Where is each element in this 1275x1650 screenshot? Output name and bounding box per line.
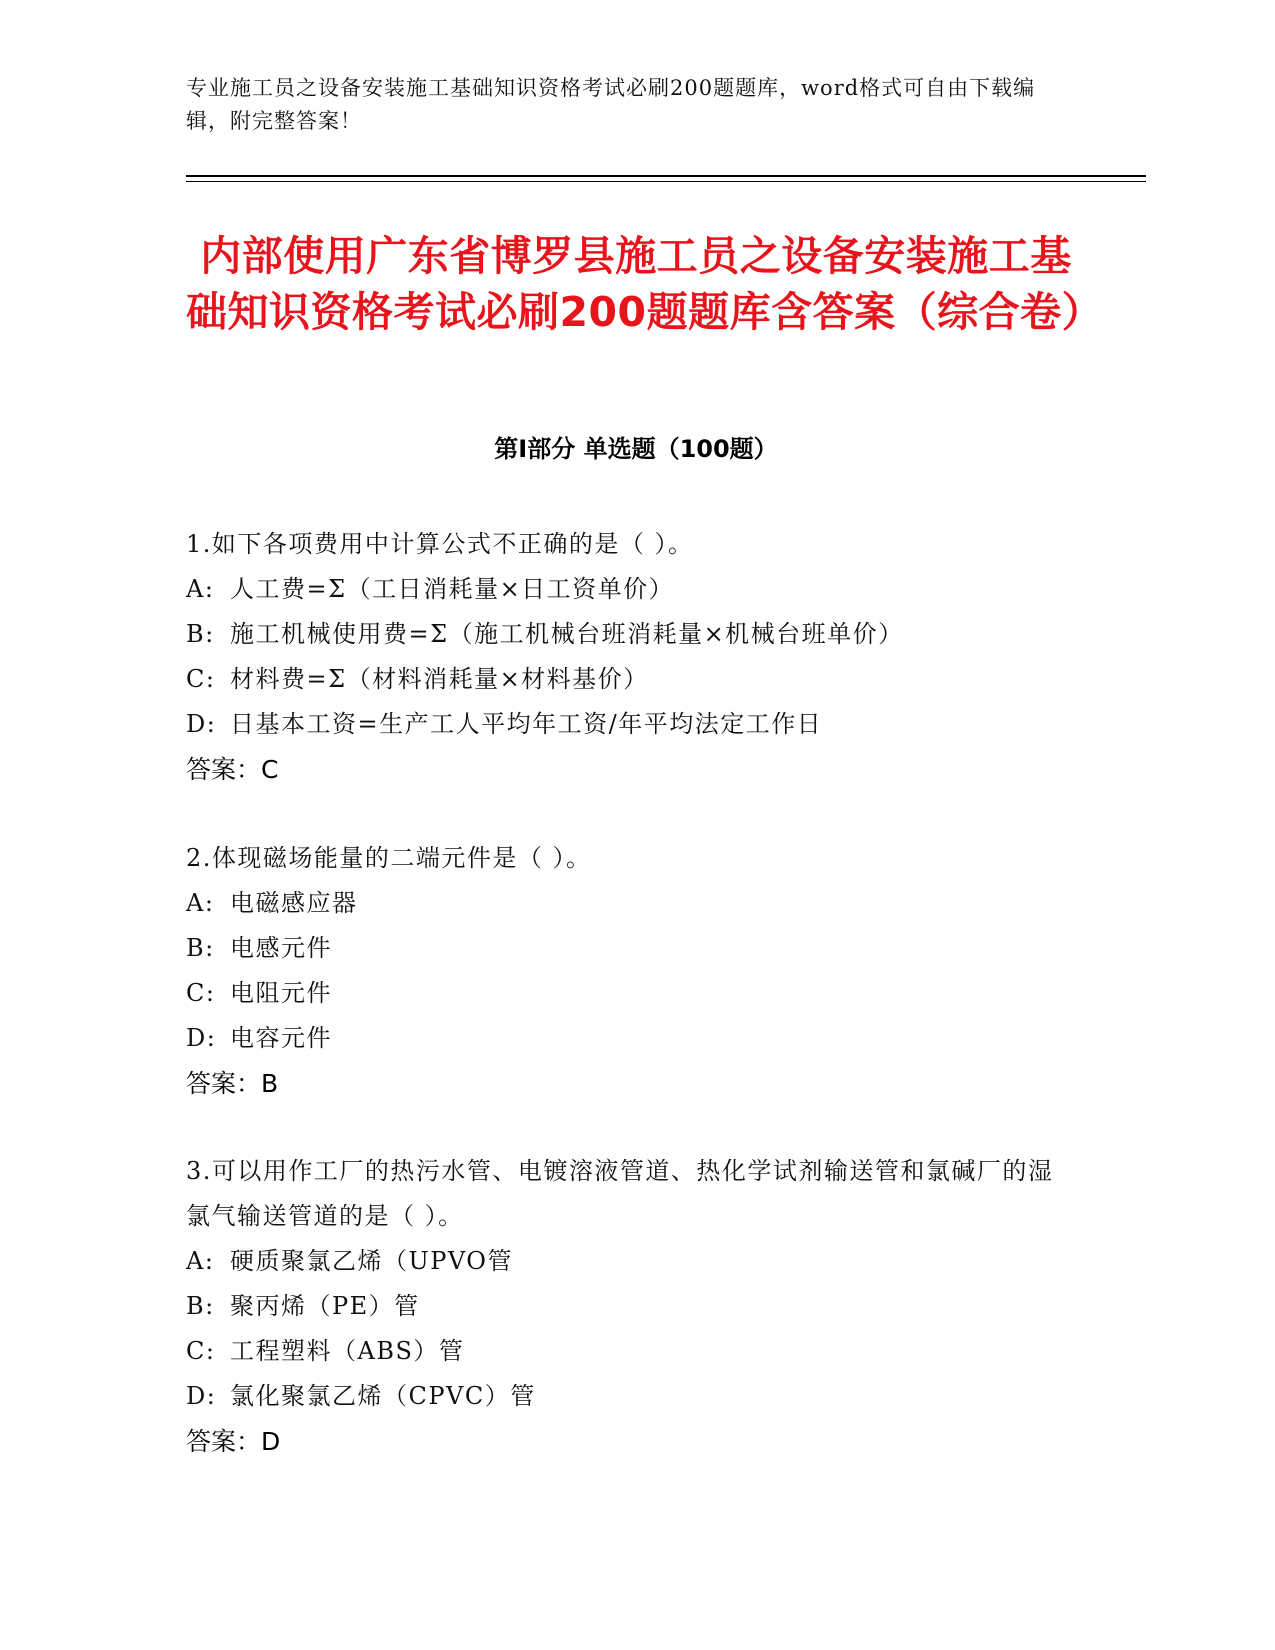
option-a <box>186 567 1066 612</box>
option-text: 聚丙烯（PE）管 <box>230 1292 420 1320</box>
option-letter: D: <box>186 1024 217 1052</box>
option-text: 材料费=Σ（材料消耗量×材料基价） <box>230 665 649 693</box>
option-letter: B: <box>186 934 215 962</box>
option-letter: C: <box>186 979 216 1007</box>
option-letter: C: <box>186 1337 216 1365</box>
option-text: 电磁感应器 <box>230 889 358 917</box>
option-d <box>186 1374 1066 1419</box>
option-text: 日基本工资=生产工人平均年工资/年平均法定工作日 <box>230 710 823 738</box>
option-letter: D: <box>186 710 217 738</box>
option-a <box>186 1239 1066 1284</box>
option-letter: A: <box>186 889 215 917</box>
option-letter: A: <box>186 575 215 603</box>
option-c <box>186 1329 1066 1374</box>
option-d <box>186 1016 1066 1061</box>
option-letter: B: <box>186 1292 215 1320</box>
question-stem: 2.体现磁场能量的二端元件是（ ）。 <box>186 844 592 872</box>
option-c <box>186 971 1066 1016</box>
option-b <box>186 1284 1066 1329</box>
option-text: 人工费=Σ（工日消耗量×日工资单价） <box>230 575 675 603</box>
section-heading: 第Ⅰ部分 单选题（100题） <box>494 435 778 463</box>
question-3 <box>186 1149 1066 1464</box>
option-a <box>186 881 1066 926</box>
option-text: 电感元件 <box>230 934 332 962</box>
document-title: 内部使用广东省博罗县施工员之设备安装施工基础知识资格考试必刷200题题库含答案（综合卷） <box>186 232 1104 336</box>
option-letter: D: <box>186 1382 217 1410</box>
option-c <box>186 657 1066 702</box>
header-divider-thick <box>186 175 1146 177</box>
option-d <box>186 702 1066 747</box>
option-letter: C: <box>186 665 216 693</box>
option-text: 工程塑料（ABS）管 <box>230 1337 465 1365</box>
option-letter: A: <box>186 1247 215 1275</box>
option-text: 施工机械使用费=Σ（施工机械台班消耗量×机械台班单价） <box>230 620 904 648</box>
question-1 <box>186 522 1066 792</box>
question-stem: 1.如下各项费用中计算公式不正确的是（ ）。 <box>186 530 694 558</box>
question-2 <box>186 836 1066 1106</box>
answer-line: 答案：B <box>186 1069 279 1098</box>
option-b <box>186 926 1066 971</box>
header-note: 专业施工员之设备安装施工基础知识资格考试必刷200题题库，word格式可自由下载编辑，附完整答案！ <box>186 76 1036 133</box>
answer-line: 答案：D <box>186 1427 281 1456</box>
option-text: 电阻元件 <box>230 979 332 1007</box>
question-stem: 3.可以用作工厂的热污水管、电镀溶液管道、热化学试剂输送管和氯碱厂的湿氯气输送管道的是（ ）。 <box>186 1157 1054 1230</box>
option-text: 氯化聚氯乙烯（CPVC）管 <box>230 1382 536 1410</box>
answer-line: 答案：C <box>186 755 279 784</box>
option-text: 电容元件 <box>230 1024 332 1052</box>
header-divider-thin <box>186 181 1146 182</box>
option-letter: B: <box>186 620 215 648</box>
option-b <box>186 612 1066 657</box>
option-text: 硬质聚氯乙烯（UPVO管 <box>230 1247 513 1275</box>
